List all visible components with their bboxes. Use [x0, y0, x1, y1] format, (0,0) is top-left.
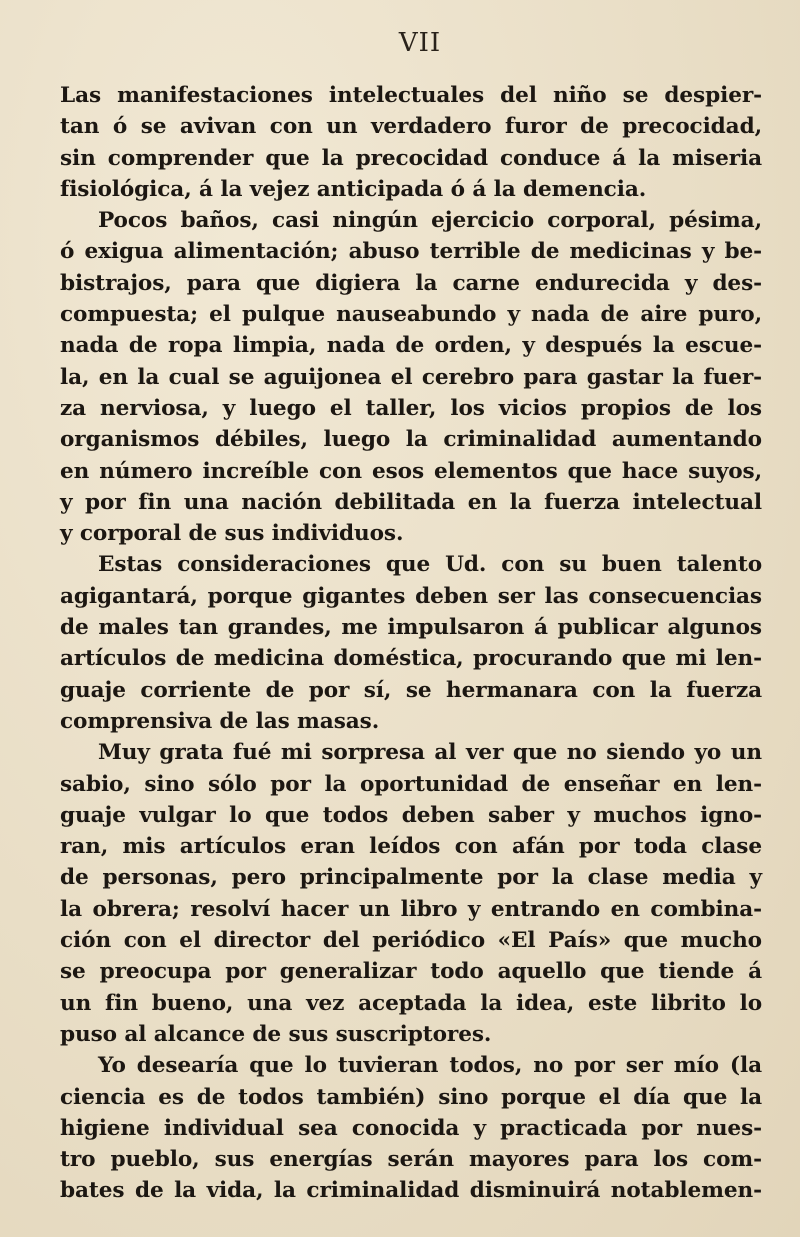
text-line: nada de ropa limpia, nada de orden, y después la escue-	[60, 333, 762, 359]
text-line: comprensiva de las masas.	[60, 708, 380, 734]
text-line: guaje corriente de por sí, se hermanara con la fuerza	[60, 677, 762, 703]
paragraph-1	[60, 80, 762, 205]
text-line: Yo desearía que lo tuvieran todos, no por ser mío (la	[98, 1053, 762, 1079]
text-line: ciencia es de todos también) sino porque el día que la	[60, 1084, 762, 1110]
text-line: bates de la vida, la criminalidad disminuirá notablemen-	[60, 1178, 762, 1204]
text-line: bistrajos, para que digiera la carne endurecida y des-	[60, 270, 762, 296]
text-line: en número increíble con esos elementos que hace suyos,	[60, 458, 762, 484]
text-line: y por fin una nación debilitada en la fuerza intelectual	[60, 489, 762, 515]
text-line: ran, mis artículos eran leídos con afán por toda clase	[60, 834, 762, 860]
text-line: fisiológica, á la vejez anticipada ó á la demencia.	[60, 176, 647, 202]
text-line: organismos débiles, luego la criminalidad aumentando	[60, 427, 762, 453]
text-line: Las manifestaciones intelectuales del niño se despier-	[60, 83, 762, 108]
text-line: agigantará, porque gigantes deben ser las consecuencias	[60, 583, 762, 609]
text-line: artículos de medicina doméstica, procurando que mi len-	[60, 646, 762, 672]
text-line: de personas, pero principalmente por la clase media y	[60, 865, 762, 891]
text-line: de males tan grandes, me impulsaron á publicar algunos	[60, 615, 762, 641]
paragraph-2	[60, 205, 762, 549]
text-line: za nerviosa, y luego el taller, los vicios propios de los	[60, 395, 762, 421]
text-line: tan ó se avivan con un verdadero furor de precocidad,	[60, 114, 762, 140]
text-line: un fin bueno, una vez aceptada la idea, este librito lo	[60, 990, 762, 1016]
text-line: sin comprender que la precocidad conduce á la miseria	[60, 145, 762, 171]
text-line: tro pueblo, sus energías serán mayores para los com-	[60, 1147, 762, 1173]
paragraph-4	[60, 737, 762, 1050]
text-line: Pocos baños, casi ningún ejercicio corporal, pésima,	[98, 208, 762, 234]
text-line: guaje vulgar lo que todos deben saber y muchos igno-	[60, 802, 762, 828]
text-line: la, en la cual se aguijonea el cerebro para gastar la fuer-	[60, 364, 762, 390]
text-line: compuesta; el pulque nauseabundo y nada de aire puro,	[60, 302, 762, 328]
paragraph-3	[60, 549, 762, 737]
text-line: ó exigua alimentación; abuso terrible de medicinas y be-	[60, 239, 762, 265]
text-line: ción con el director del periódico «El País» que mucho	[60, 928, 762, 954]
text-line: puso al alcance de sus suscriptores.	[60, 1021, 492, 1047]
text-line: Estas consideraciones que Ud. con su buen talento	[98, 552, 762, 578]
text-line: la obrera; resolví hacer un libro y entrando en combina-	[60, 896, 762, 922]
text-line: Muy grata fué mi sorpresa al ver que no siendo yo un	[98, 740, 762, 766]
page-number: VII	[398, 28, 442, 58]
text-line: sabio, sino sólo por la oportunidad de enseñar en len-	[60, 771, 762, 797]
paragraph-5	[60, 1050, 762, 1206]
text-line: higiene individual sea conocida y practicada por nues-	[60, 1115, 762, 1141]
text-line: se preocupa por generalizar todo aquello que tiende á	[60, 959, 762, 985]
text-line: y corporal de sus individuos.	[60, 521, 404, 547]
